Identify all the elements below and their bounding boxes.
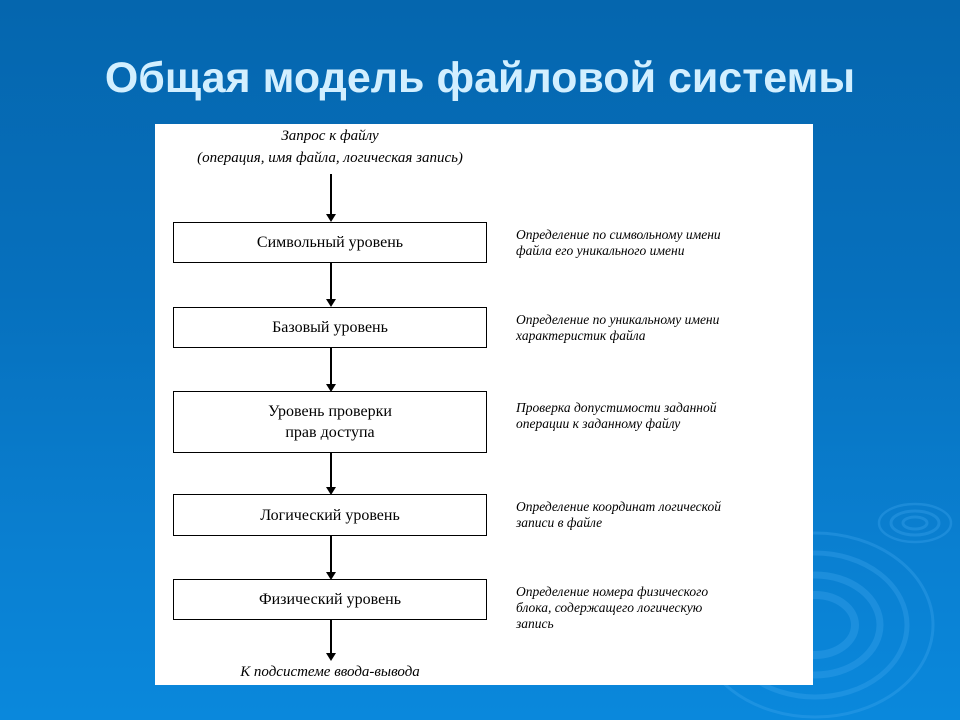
level-box-base (173, 307, 487, 348)
level-label-line2: прав доступа (285, 424, 375, 441)
output-label: К подсистеме ввода-вывода (240, 664, 420, 680)
arrow-down-icon (326, 653, 336, 661)
level-label: Физический уровень (258, 591, 402, 608)
connector-line (330, 348, 332, 384)
connector-line (330, 536, 332, 572)
level-box-physical (173, 579, 487, 620)
level-box-symbolic (173, 222, 487, 263)
level-label: Символьный уровень (256, 234, 404, 251)
diagram-panel (155, 124, 813, 685)
level-description-logical: Определение координат логической записи в файле (516, 499, 721, 530)
level-label: Базовый уровень (272, 319, 388, 336)
connector-line (330, 174, 332, 214)
level-label-line1: Уровень проверки (268, 403, 392, 420)
input-label-line2: (операция, имя файла, логическая запись) (197, 150, 463, 166)
level-box-access-rights (173, 391, 487, 453)
connector-line (330, 453, 332, 487)
input-label-line1: Запрос к файлу (281, 128, 379, 144)
arrow-down-icon (326, 214, 336, 222)
connector-line (330, 263, 332, 299)
level-description-physical: Определение номера физического блока, содержащего логическую запись (516, 584, 709, 631)
connector-line (330, 620, 332, 653)
level-description-access-rights: Проверка допустимости заданной операции к заданному файлу (516, 400, 717, 431)
level-label: Логический уровень (260, 506, 400, 524)
level-description-symbolic: Определение по символьному имени файла его уникального имени (516, 227, 721, 258)
arrow-down-icon (326, 299, 336, 307)
level-description-base: Определение по уникальному имени характеристик файла (516, 312, 720, 343)
level-box-logical (173, 494, 487, 536)
slide-title: Общая модель файловой системы (104, 54, 856, 102)
